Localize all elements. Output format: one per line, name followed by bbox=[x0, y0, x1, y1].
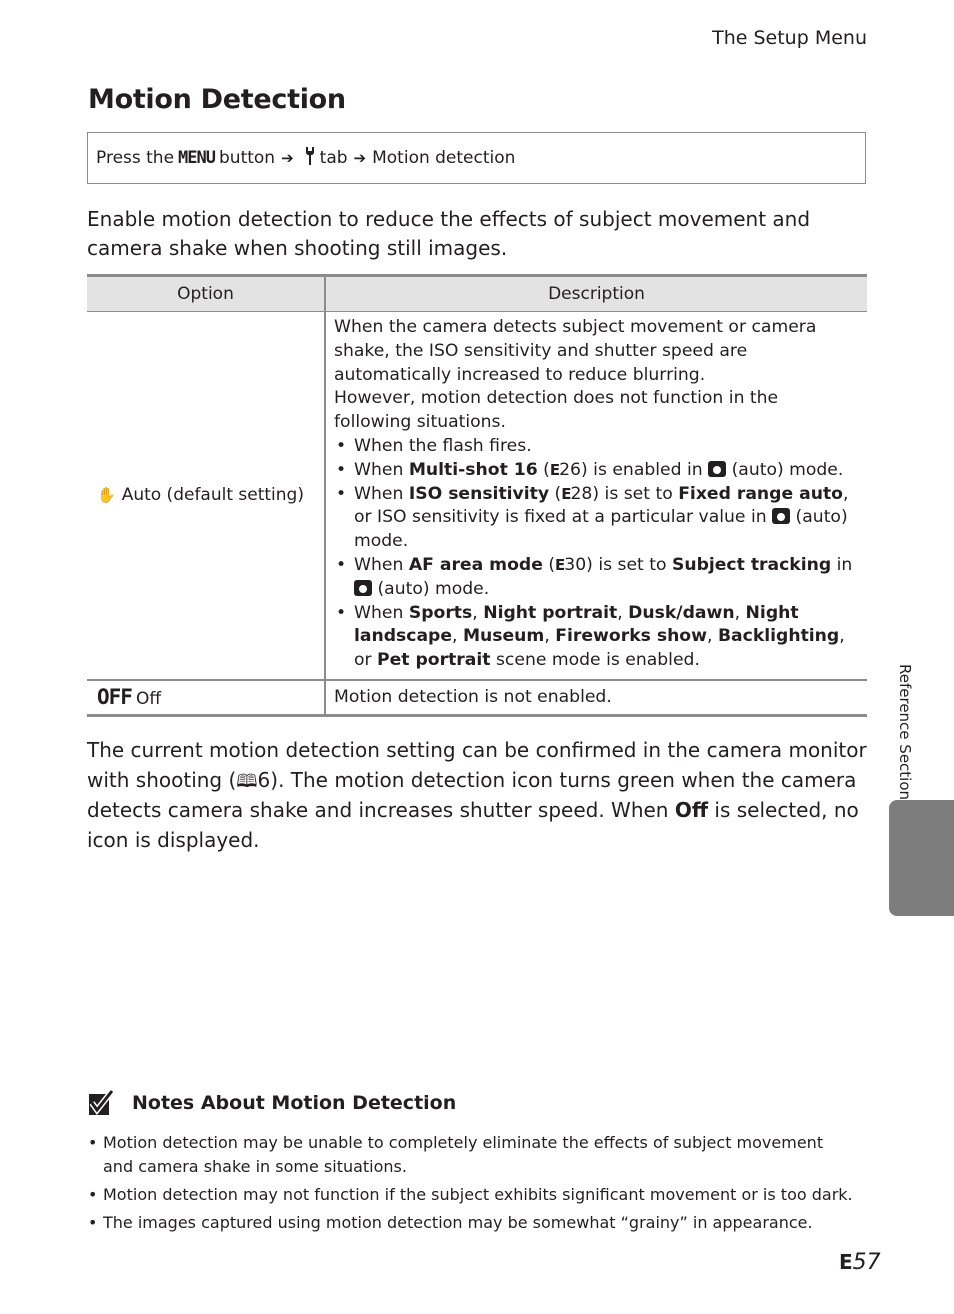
reference-icon: E bbox=[549, 460, 560, 479]
wrench-icon bbox=[304, 147, 316, 170]
book-icon: 🕮 bbox=[236, 770, 258, 792]
notes-title: Notes About Motion Detection bbox=[132, 1092, 457, 1114]
table-row bbox=[87, 680, 867, 716]
nav-item-text: Motion detection bbox=[372, 148, 516, 168]
description-cell-auto bbox=[325, 312, 867, 680]
desc-paragraph: However, motion detection does not function in the following situations. bbox=[334, 388, 779, 433]
camera-icon bbox=[708, 461, 726, 477]
description-cell-off: Motion detection is not enabled. bbox=[325, 680, 867, 716]
option-cell-off bbox=[87, 680, 325, 716]
option-label-auto: Auto (default setting) bbox=[121, 485, 304, 506]
list-item: • Motion detection may be unable to completely eliminate the effects of subject movement and camera shake in some situations. bbox=[88, 1131, 858, 1179]
section-tab bbox=[889, 800, 954, 916]
body-paragraph: The current motion detection setting can be confirmed in the camera monitor with shooting (🕮6). The motion detection icon turns green when the camera detects camera shake and increases shutter speed. When Off is selected, no icon is displayed. bbox=[87, 738, 867, 852]
list-item: • When Sports, Night portrait, Dusk/dawn, Night landscape, Museum, Fireworks show, Backlighting, or Pet portrait scene mode is enabled. bbox=[334, 602, 859, 673]
table-row bbox=[87, 312, 867, 680]
nav-button-text: button bbox=[219, 148, 276, 168]
arrow-icon: ➔ bbox=[281, 149, 294, 167]
list-item: • When ISO sensitivity (E28) is set to Fixed range auto, or ISO sensitivity is fixed at a particular value in (auto) mode. bbox=[334, 483, 859, 554]
list-item: • When Multi-shot 16 (E26) is enabled in (auto) mode. bbox=[334, 459, 859, 483]
reference-section-icon: E bbox=[839, 1250, 853, 1274]
notes-list bbox=[88, 1131, 858, 1239]
column-header-description: Description bbox=[325, 276, 867, 312]
list-item: • When AF area mode (E30) is set to Subject tracking in (auto) mode. bbox=[334, 554, 859, 602]
checkmark-icon bbox=[88, 1090, 114, 1116]
desc-paragraph: When the camera detects subject movement or camera shake, the ISO sensitivity and shutter speed are automatically increased to reduce blurring. bbox=[334, 317, 817, 385]
nav-tab-text: tab bbox=[319, 148, 348, 168]
page-title: Motion Detection bbox=[88, 84, 346, 115]
arrow-icon: ➔ bbox=[353, 149, 367, 167]
list-item: • When the flash fires. bbox=[334, 435, 859, 459]
reference-icon: E bbox=[561, 484, 571, 503]
page-number: E57 bbox=[839, 1250, 881, 1275]
camera-icon bbox=[354, 580, 372, 596]
notes-heading bbox=[88, 1090, 456, 1116]
intro-paragraph: Enable motion detection to reduce the effects of subject movement and camera shake when shooting still images. bbox=[87, 207, 811, 260]
menu-button-icon: MENU bbox=[178, 148, 215, 168]
camera-icon bbox=[772, 508, 790, 524]
list-item: • Motion detection may not function if the subject exhibits significant movement or is too dark. bbox=[88, 1183, 858, 1207]
running-header: The Setup Menu bbox=[712, 27, 867, 49]
motion-detection-icon: ✋ bbox=[97, 486, 116, 505]
section-side-label: Reference Section bbox=[896, 664, 914, 801]
reference-icon: E bbox=[555, 555, 565, 574]
options-table bbox=[87, 274, 867, 717]
option-label-off: Off bbox=[135, 689, 162, 710]
option-cell-auto bbox=[87, 312, 325, 680]
menu-path-box bbox=[87, 132, 866, 184]
column-header-option: Option bbox=[87, 276, 325, 312]
off-icon: OFF bbox=[97, 685, 132, 710]
nav-press-text: Press the bbox=[96, 148, 175, 168]
list-item: • The images captured using motion detection may be somewhat “grainy” in appearance. bbox=[88, 1211, 858, 1235]
